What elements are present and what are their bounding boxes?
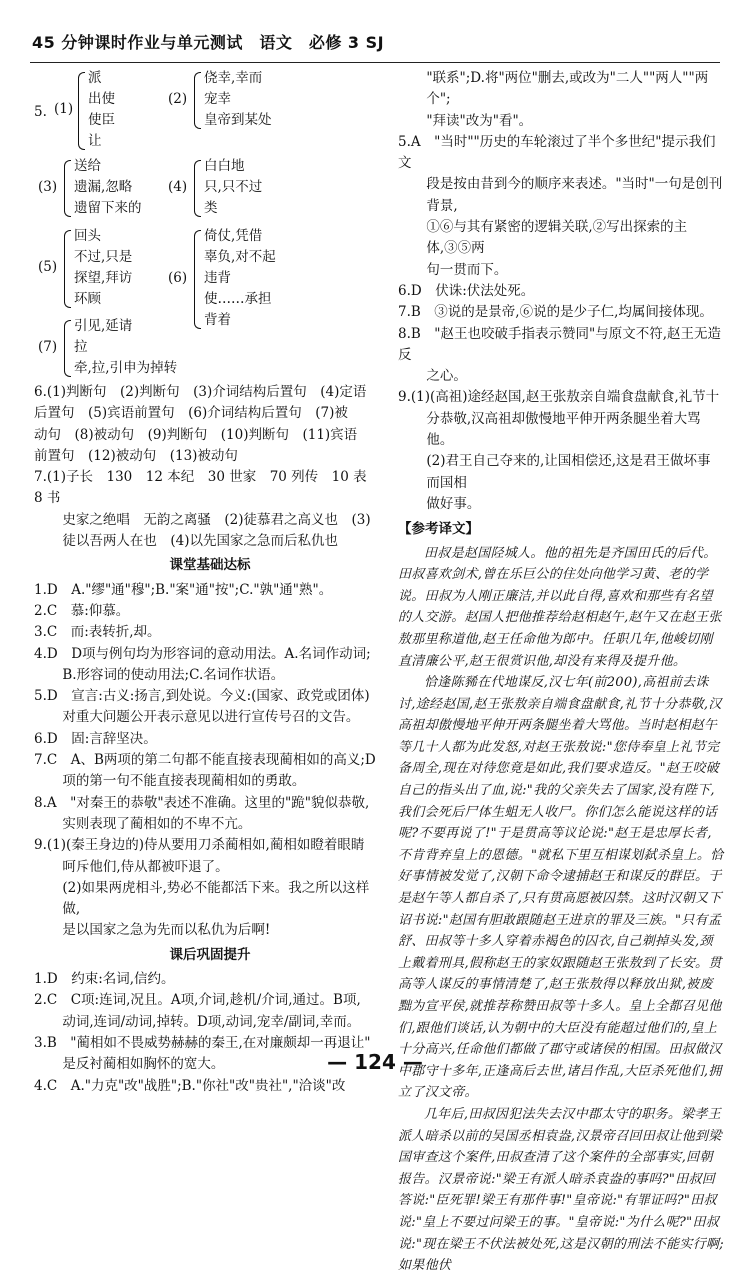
q5-group-label: (6) bbox=[168, 269, 188, 286]
answer-line: 2.C 慕:仰慕。 bbox=[34, 602, 130, 619]
answer-line: 6.(1)判断句 (2)判断句 (3)介词结构后置句 (4)定语 bbox=[34, 384, 367, 400]
q5-group-item: 遗漏,忽略 bbox=[74, 179, 133, 195]
answer-line: 6.D 固:言辞坚决。 bbox=[34, 730, 157, 747]
q5-group-item: 出使 bbox=[88, 91, 115, 107]
q5-group-item: 辜负,对不起 bbox=[204, 249, 276, 265]
answer-line: 1.D A."缪"通"穆";B."案"通"按";C."孰"通"熟"。 bbox=[34, 581, 333, 598]
answer-line: 呵斥他们,侍从都被吓退了。 bbox=[62, 858, 229, 875]
answer-line: 3.C 而:表转折,却。 bbox=[34, 624, 161, 641]
q6-q7-block bbox=[34, 382, 386, 552]
translation-paragraph: 田叔是赵国陉城人。他的祖先是齐国田氏的后代。田叔喜欢剑术,曾在乐巨公的住处向他学习黄、老的学说。田叔为人刚正廉洁,并以此自得,喜欢和那些有名望的人交游。赵国人把他推荐给赵相赵午,赵午又在赵王张敖那里称道他,赵王任命他为郎中。任职几年,他峻切刚直清廉公平,赵王很赏识他,却没有来得及提升他。 bbox=[398, 545, 722, 669]
q5-group-item: 皇帝到某处 bbox=[204, 112, 272, 128]
q5-group-item: 不过,只是 bbox=[74, 249, 133, 265]
header-title: 45 分钟课时作业与单元测试 语文 必修 3 SJ bbox=[32, 33, 385, 52]
answer-line: (2)如果两虎相斗,势必不能都活下来。我之所以这样做, bbox=[62, 879, 370, 918]
answer-line: 前置句 (12)被动句 (13)被动句 bbox=[34, 447, 238, 464]
answer-line: B.形容词的使动用法;C.名词作状语。 bbox=[62, 666, 285, 683]
answer-line: 后置句 (5)宾语前置句 (6)介词结构后置句 (7)被 bbox=[34, 405, 348, 422]
answer-line: 之心。 bbox=[426, 368, 467, 385]
section-classroom-answers bbox=[34, 580, 386, 942]
q5-number: 5. bbox=[34, 104, 47, 120]
q5-group-item: 遗留下来的 bbox=[74, 200, 142, 216]
q5-group-item: 只,只不过 bbox=[204, 179, 263, 195]
q5-group-label: (7) bbox=[38, 338, 58, 355]
answer-line: 4.D D项与例句均为形容词的意动用法。A.名词作动词; bbox=[34, 645, 371, 662]
q5-group-item: 牵,拉,引申为掉转 bbox=[74, 360, 178, 376]
q5-group-label: (1) bbox=[54, 101, 74, 117]
q5-group-item: 让 bbox=[88, 133, 102, 149]
brace-mark bbox=[194, 230, 201, 329]
answer-line: "拜读"改为"看"。 bbox=[426, 112, 533, 129]
answer-line: 1.D 约束:名词,信约。 bbox=[34, 971, 175, 988]
answer-line: 8.B "赵王也咬破手指表示赞同"与原文不符,赵王无造反 bbox=[398, 325, 722, 363]
header-rule bbox=[30, 62, 720, 63]
q5-group-item: 违背 bbox=[204, 270, 231, 286]
answer-line: ①⑥与其有紧密的逻辑关联,②写出探索的主体,③⑤两 bbox=[426, 219, 688, 257]
q5-group-item: 拉 bbox=[74, 339, 88, 355]
answer-line: 是反衬蔺相如胸怀的宽大。 bbox=[62, 1056, 225, 1073]
brace-mark bbox=[64, 160, 71, 217]
q5-group-item: 探望,拜访 bbox=[74, 270, 133, 286]
q5-group-item: 送给 bbox=[74, 158, 101, 174]
q5-group-item: 环顾 bbox=[74, 291, 101, 307]
q5-group-label: (5) bbox=[38, 259, 58, 275]
q5-brace-groups bbox=[34, 68, 386, 382]
answer-line: "联系";D.将"两位"删去,或改为"二人""两人""两个"; bbox=[426, 70, 709, 108]
q5-group-item: 派 bbox=[88, 70, 102, 86]
answer-line: 7.C A、B两项的第二句都不能直接表现蔺相如的高义;D bbox=[34, 752, 376, 769]
q5-group-item: 侥幸,幸而 bbox=[204, 70, 263, 86]
q5-group-item: 白白地 bbox=[204, 158, 245, 174]
section-after-class-answers bbox=[34, 969, 386, 1097]
answer-line: 5.A "当时""历史的车轮滚过了半个多世纪"提示我们文 bbox=[398, 133, 716, 172]
translation-paragraph: 恰逢陈豨在代地谋反,汉七年(前200),高祖前去诛讨,途经赵国,赵王张敖亲自端食盘献食,礼节十分恭敬,汉高祖却傲慢地平伸开两条腿坐着大骂他。当时赵相赵午等几十人都为此发怒,对赵王张敖说:"您侍奉皇上礼节完备周全,现在对待您竟是如此,我们要求造反。"赵王咬破自己的指头出了血,说:"我的父亲失去了国家,没有陛下,我们会死后尸体生蛆无人收尸。你们怎么能说这样的话呢?不要再说了!"于是贯高等议论说:"赵王是忠厚长者,不肯背弃皇上的恩德。"就私下里互相谋划弑杀皇上。恰好事情被发觉了,汉朝下命令逮捕赵王和谋反的群臣。于是赵午等人都自杀了,只有贯高愿被囚禁。这时汉朝又下诏书说:"赵国有胆敢跟随赵王进京的罪及三族。"只有孟舒、田叔等十多人穿着赤褐色的囚衣,自己剃掉头发,颈上戴着刑具,假称赵王的家奴跟随赵王张敖到了长安。贯高等人谋反的事情清楚了,赵王张敖得以释放出狱,被废黜为宣平侯,就推荐称赞田叔等十多人。皇上全都召见他们,跟他们谈话,认为朝中的大臣没有能超过他们的,皇上十分高兴,任命他们都做了郡守或诸侯的相国。田叔做汉中郡守十多年,正逢高后去世,诸吕作乱,大臣杀死他们,拥立了汉文帝。 bbox=[398, 675, 724, 1101]
q5-group-item: 引见,延请 bbox=[74, 318, 133, 334]
answer-line: 8.A "对秦王的恭敬"表述不准确。这里的"跪"貌似恭敬, bbox=[34, 794, 370, 811]
q5-group-item: 倚仗,凭借 bbox=[204, 228, 263, 244]
answer-line: 5.D 宣言:古义:扬言,到处说。今义:(国家、政党或团体) bbox=[34, 688, 370, 705]
answer-line: 4.C A."力克"改"战胜";B."你社"改"贵社","洽谈"改 bbox=[34, 1077, 346, 1094]
answer-line: 6.D 伏诛:伏法处死。 bbox=[398, 282, 535, 299]
right-answers bbox=[398, 68, 724, 515]
section-heading-classroom: 课堂基础达标 bbox=[169, 557, 251, 574]
brace-mark bbox=[78, 72, 85, 150]
q5-group-item: 使……承担 bbox=[204, 291, 272, 307]
answer-line: 分恭敬,汉高祖却傲慢地平伸开两条腿坐着大骂他。 bbox=[426, 410, 701, 449]
q5-group-item: 类 bbox=[204, 200, 218, 216]
q5-group-label: (4) bbox=[168, 178, 188, 195]
reference-translation-title: 【参考译文】 bbox=[398, 521, 479, 538]
brace-mark bbox=[64, 320, 71, 377]
answer-line: 7.B ③说的是景帝,⑥说的是少子仁,均属间接体现。 bbox=[398, 304, 713, 321]
answer-line: 句一贯而下。 bbox=[426, 261, 508, 278]
brace-mark bbox=[194, 72, 201, 129]
answer-line: 动词,连词/动词,掉转。D项,动词,宠幸/副词,幸而。 bbox=[62, 1013, 361, 1030]
q5-group-item: 回头 bbox=[74, 228, 101, 244]
page-number: — 124 — bbox=[327, 1050, 423, 1074]
answer-line: 徒以吾两人在也 (4)以先国家之急而后私仇也 bbox=[62, 533, 338, 550]
reference-translation bbox=[398, 543, 724, 1277]
right-column bbox=[398, 68, 724, 1277]
answer-line: 对重大问题公开表示意见以进行宣传号召的文告。 bbox=[62, 709, 360, 726]
left-column bbox=[34, 68, 386, 1097]
q5-group-item: 使臣 bbox=[88, 112, 115, 128]
brace-mark bbox=[64, 230, 71, 308]
answer-line: 实则表现了蔺相如的不卑不亢。 bbox=[62, 815, 252, 832]
q5-group-item: 宠幸 bbox=[204, 91, 231, 107]
answer-line: 7.(1)子长 130 12 本纪 30 世家 70 列传 10 表 8 书 bbox=[34, 469, 381, 507]
answer-line: 9.(1)(秦王身边的)侍从要用刀杀蔺相如,蔺相如瞪着眼睛 bbox=[34, 837, 365, 854]
answer-line: 2.C C项:连词,况且。A项,介词,趁机/介词,通过。B项, bbox=[34, 992, 361, 1009]
answer-line: 做好事。 bbox=[426, 495, 481, 512]
brace-mark bbox=[194, 160, 201, 217]
answer-line: 动句 (8)被动句 (9)判断句 (10)判断句 (11)宾语 bbox=[34, 426, 358, 443]
answer-line: 史家之绝唱 无韵之离骚 (2)徒慕君之高义也 (3) bbox=[62, 511, 371, 528]
q5-group-item: 背着 bbox=[204, 312, 231, 328]
section-heading-after-class: 课后巩固提升 bbox=[169, 946, 251, 963]
q5-group-label: (2) bbox=[168, 90, 188, 107]
answer-line: 3.B "蔺相如不畏威势赫赫的秦王,在对廉颇却一再退让" bbox=[34, 1034, 371, 1051]
answer-line: 9.(1)(高祖)途经赵国,赵王张敖亲自端食盘献食,礼节十 bbox=[398, 389, 720, 406]
answer-line: 项的第一句不能直接表现蔺相如的勇敢。 bbox=[62, 773, 306, 790]
answer-line: 是以国家之急为先而以私仇为后啊! bbox=[62, 922, 271, 939]
answer-line: (2)君王自己夺来的,让国相偿还,这是君王做坏事而国相 bbox=[426, 453, 711, 491]
q5-group-label: (3) bbox=[38, 178, 58, 195]
answer-line: 段是按由昔到今的顺序来表述。"当时"一句是创刊背景, bbox=[426, 176, 723, 214]
translation-paragraph: 几年后,田叔因犯法失去汉中郡太守的职务。梁孝王派人暗杀以前的吴国丞相袁盎,汉景帝召回田叔让他到梁国审查这个案件,田叔查清了这个案件的全部事实,回朝报告。汉景帝说:"梁王有派人暗杀袁盎的事吗?"田叔回答说:"臣死罪!梁王有那件事!"皇帝说:"有罪证吗?"田叔说:"皇上不要过问梁王的事。"皇帝说:"为什么呢?"田叔说:"现在梁王不伏法被处死,这是汉朝的刑法不能实行啊;如果他伏 bbox=[398, 1106, 724, 1274]
